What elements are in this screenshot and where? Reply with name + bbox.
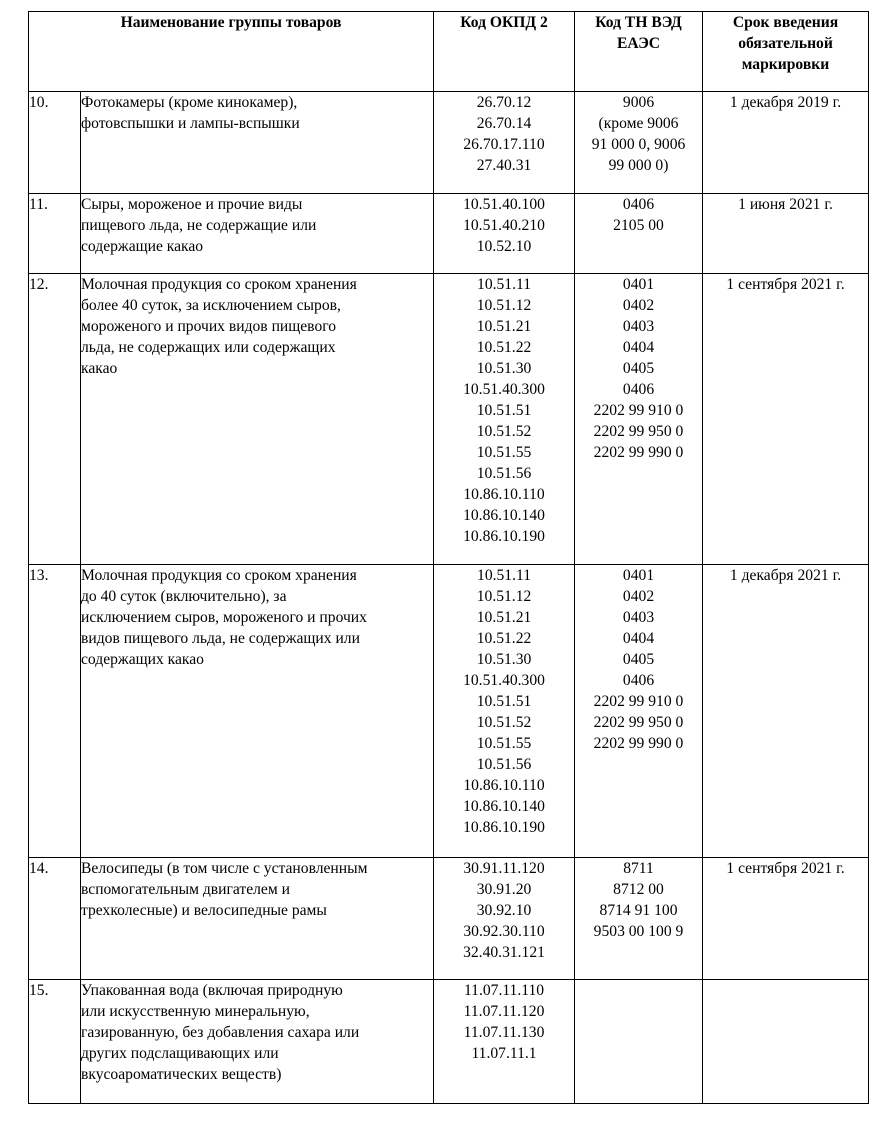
cell-line: 10.51.11 — [477, 276, 532, 293]
cell-line: 10.52.10 — [476, 238, 532, 255]
marking-table — [28, 11, 869, 1104]
cell-line: Молочная продукция со сроком хранения — [81, 276, 357, 293]
cell-line: 0406 — [622, 196, 655, 213]
cell-line: 0405 — [622, 651, 655, 668]
cell-line: 0406 — [622, 672, 655, 689]
cell-line: 91 000 0, 9006 — [591, 136, 686, 153]
cell-line: 2105 00 — [613, 217, 664, 234]
cell-line: 10.51.40.100 — [463, 196, 545, 213]
okpd-codes — [434, 194, 575, 274]
cell-line: 10.51.40.210 — [463, 217, 545, 234]
row-number: 14. — [29, 858, 81, 980]
cell-line: 10.51.55 — [476, 735, 532, 752]
cell-line: 2202 99 910 0 — [593, 402, 684, 419]
cell-line: 10.51.56 — [476, 756, 532, 773]
cell-line: 10.51.30 — [476, 360, 532, 377]
cell-line: 9006 — [622, 94, 655, 111]
cell-line: 10.86.10.190 — [463, 528, 545, 545]
cell-line: 0404 — [622, 339, 655, 356]
cell-line: вкусоароматических веществ) — [81, 1066, 282, 1083]
cell-line: более 40 суток, за исключением сыров, — [81, 297, 341, 314]
cell-line: 10.51.12 — [476, 297, 532, 314]
cell-line: Молочная продукция со сроком хранения — [81, 567, 357, 584]
cell-line: 10.51.11 — [477, 567, 532, 584]
row-number: 15. — [29, 980, 81, 1104]
okpd-codes — [434, 565, 575, 858]
cell-line: 11.07.11.110 — [463, 982, 545, 999]
cell-line: 10.86.10.190 — [463, 819, 545, 836]
cell-line: 10.51.51 — [476, 693, 532, 710]
cell-line: газированную, без добавления сахара или — [81, 1024, 360, 1041]
cell-line: вспомогательным двигателем и — [81, 881, 290, 898]
cell-line: 10.51.52 — [476, 423, 532, 440]
cell-line: 26.70.12 — [476, 94, 532, 111]
cell-line: содержащих какао — [81, 651, 204, 668]
cell-line: мороженого и прочих видов пищевого — [81, 318, 337, 335]
cell-line: 8712 00 — [613, 881, 664, 898]
product-group-name — [81, 274, 434, 565]
cell-line: 30.92.30.110 — [463, 923, 545, 940]
table-row — [29, 92, 869, 194]
marking-start-date: 1 сентября 2021 г. — [703, 274, 869, 565]
table-header-row — [29, 12, 869, 92]
cell-line: содержащие какао — [81, 238, 204, 255]
tnved-codes — [575, 92, 703, 194]
product-group-name — [81, 194, 434, 274]
cell-line: 10.51.22 — [476, 630, 532, 647]
product-group-name — [81, 565, 434, 858]
cell-line: 0402 — [622, 297, 655, 314]
cell-line: 9503 00 100 9 — [593, 923, 684, 940]
cell-line: 0403 — [622, 609, 655, 626]
cell-line: 99 000 0) — [608, 157, 669, 174]
row-number: 11. — [29, 194, 81, 274]
row-number: 10. — [29, 92, 81, 194]
cell-line: 2202 99 950 0 — [593, 714, 684, 731]
cell-line: какао — [81, 360, 118, 377]
cell-line: 10.51.55 — [476, 444, 532, 461]
row-number: 13. — [29, 565, 81, 858]
cell-line: или искусственную минеральную, — [81, 1003, 310, 1020]
cell-line: других подслащивающих или — [81, 1045, 279, 1062]
cell-line: Упакованная вода (включая природную — [81, 982, 343, 999]
cell-line: 11.07.11.120 — [463, 1003, 545, 1020]
cell-line: трехколесные) и велосипедные рамы — [81, 902, 327, 919]
table-row — [29, 858, 869, 980]
product-group-name — [81, 858, 434, 980]
table-row — [29, 274, 869, 565]
cell-line: 11.07.11.1 — [471, 1045, 537, 1062]
table-row — [29, 980, 869, 1104]
cell-line: 26.70.14 — [476, 115, 532, 132]
marking-start-date: 1 декабря 2019 г. — [703, 92, 869, 194]
table-row — [29, 194, 869, 274]
cell-line: пищевого льда, не содержащие или — [81, 217, 317, 234]
cell-line: 2202 99 990 0 — [593, 444, 684, 461]
cell-line: 10.51.30 — [476, 651, 532, 668]
tnved-codes — [575, 980, 703, 1104]
okpd-codes — [434, 858, 575, 980]
cell-line: (кроме 9006 — [598, 115, 679, 132]
cell-line: 10.51.22 — [476, 339, 532, 356]
header-tnved-code: Код ТН ВЭД ЕАЭС — [575, 12, 703, 92]
cell-line: 10.51.40.300 — [463, 381, 545, 398]
marking-start-date: 1 июня 2021 г. — [703, 194, 869, 274]
cell-line: 0404 — [622, 630, 655, 647]
marking-start-date: 1 декабря 2021 г. — [703, 565, 869, 858]
cell-line: 8714 91 100 — [599, 902, 678, 919]
okpd-codes — [434, 274, 575, 565]
marking-start-date: 1 сентября 2021 г. — [703, 858, 869, 980]
cell-line: 10.51.51 — [476, 402, 532, 419]
cell-line: 30.92.10 — [476, 902, 532, 919]
cell-line: 10.86.10.110 — [463, 777, 545, 794]
tnved-codes — [575, 565, 703, 858]
cell-line: фотовспышки и лампы-вспышки — [81, 115, 300, 132]
tnved-codes — [575, 274, 703, 565]
header-okpd-code: Код ОКПД 2 — [434, 12, 575, 92]
table-row — [29, 565, 869, 858]
cell-line: 11.07.11.130 — [463, 1024, 545, 1041]
cell-line: 0406 — [622, 381, 655, 398]
cell-line: 0405 — [622, 360, 655, 377]
product-group-name — [81, 92, 434, 194]
cell-line: 0402 — [622, 588, 655, 605]
cell-line: 10.51.21 — [476, 318, 532, 335]
cell-line: 10.86.10.140 — [463, 798, 545, 815]
cell-line: 0403 — [622, 318, 655, 335]
cell-line: 27.40.31 — [476, 157, 532, 174]
cell-line: 10.86.10.140 — [463, 507, 545, 524]
cell-line: 30.91.20 — [476, 881, 532, 898]
cell-line: 10.51.40.300 — [463, 672, 545, 689]
row-number: 12. — [29, 274, 81, 565]
cell-line: 10.51.56 — [476, 465, 532, 482]
cell-line: 10.86.10.110 — [463, 486, 545, 503]
marking-start-date — [703, 980, 869, 1104]
cell-line: 8711 — [623, 860, 654, 877]
cell-line: 10.51.52 — [476, 714, 532, 731]
cell-line: исключением сыров, мороженого и прочих — [81, 609, 367, 626]
header-group-name: Наименование группы товаров — [29, 12, 434, 92]
okpd-codes — [434, 92, 575, 194]
cell-line: 30.91.11.120 — [463, 860, 545, 877]
cell-line: Сыры, мороженое и прочие виды — [81, 196, 303, 213]
cell-line: 26.70.17.110 — [463, 136, 545, 153]
cell-line: 10.51.21 — [476, 609, 532, 626]
cell-line: льда, не содержащих или содержащих — [81, 339, 336, 356]
header-marking-date: Срок введения обязательной маркировки — [703, 12, 869, 92]
cell-line: 32.40.31.121 — [463, 944, 545, 961]
cell-line: Велосипеды (в том числе с установленным — [81, 860, 368, 877]
cell-line: видов пищевого льда, не содержащих или — [81, 630, 360, 647]
cell-line: до 40 суток (включительно), за — [81, 588, 287, 605]
cell-line: 2202 99 950 0 — [593, 423, 684, 440]
cell-line: 2202 99 990 0 — [593, 735, 684, 752]
cell-line: 2202 99 910 0 — [593, 693, 684, 710]
tnved-codes — [575, 194, 703, 274]
tnved-codes — [575, 858, 703, 980]
cell-line: Фотокамеры (кроме кинокамер), — [81, 94, 298, 111]
cell-line: 10.51.12 — [476, 588, 532, 605]
cell-line: 0401 — [622, 567, 655, 584]
cell-line: 0401 — [622, 276, 655, 293]
product-group-name — [81, 980, 434, 1104]
okpd-codes — [434, 980, 575, 1104]
